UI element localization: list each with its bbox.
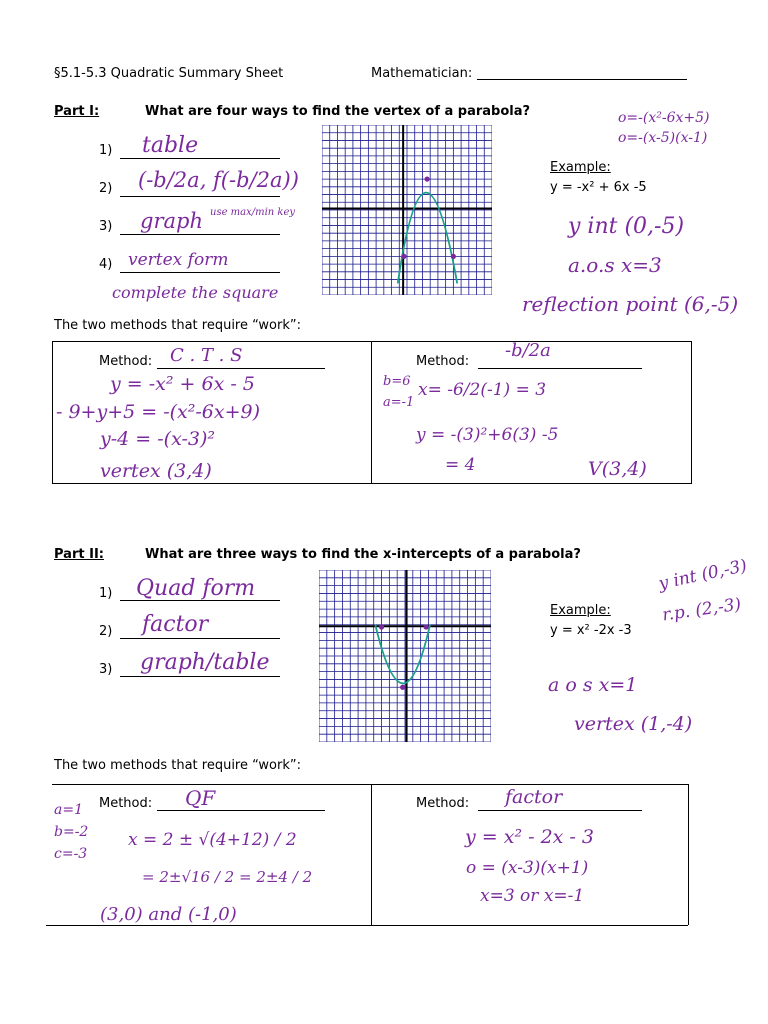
part1-graph (322, 125, 492, 295)
part1-method2-line-1: x= -6/2(-1) = 3 (418, 380, 547, 400)
part2-example-vertex: vertex (1,-4) (574, 713, 693, 735)
part2-method1-side-b: b=-2 (54, 824, 89, 840)
mathematician-blank[interactable] (477, 79, 687, 80)
part2-method1-blank[interactable] (157, 810, 325, 811)
part2-blank-2[interactable] (120, 638, 280, 639)
part2-example-equation: y = x² -2x -3 (550, 623, 632, 638)
part1-method2-blank[interactable] (478, 368, 642, 369)
part1-question: What are four ways to find the vertex of a parabola? (145, 104, 531, 119)
part2-method1-line-2: = 2±√16 / 2 = 2±4 / 2 (142, 868, 313, 886)
part1-example-label: Example: (550, 160, 611, 175)
plotted-point (424, 624, 429, 629)
part2-method1-side-c: c=-3 (54, 846, 88, 862)
part2-answer-2: factor (142, 612, 209, 637)
part1-side-note-1: o=-(x²-6x+5) (618, 110, 710, 126)
part1-method2-name: -b/2a (505, 340, 551, 361)
part2-method1-side-a: a=1 (54, 802, 83, 818)
part1-method2-label: Method: (416, 354, 470, 369)
part2-method2-name: factor (505, 786, 563, 808)
part1-answer-4-extra: complete the square (112, 283, 279, 302)
plotted-point (401, 254, 406, 259)
plotted-point (451, 254, 456, 259)
plotted-point (424, 176, 429, 181)
part2-method2-line-1: y = x² - 2x - 3 (465, 826, 594, 848)
mathematician-label: Mathematician: (371, 66, 473, 81)
part1-answer-2: (-b/2a, f(-b/2a)) (138, 168, 299, 192)
part1-method1-label: Method: (99, 354, 153, 369)
part1-label: Part I: (54, 104, 100, 119)
part2-method1-name: QF (185, 786, 216, 810)
part2-question: What are three ways to find the x-intercepts of a parabola? (145, 547, 581, 562)
part1-answer-4: vertex form (128, 250, 229, 270)
part1-method2-line-3: = 4 (445, 455, 476, 475)
part2-method1-label: Method: (99, 796, 153, 811)
part1-method1-line-3: y-4 = -(x-3)² (100, 428, 215, 450)
page-title: §5.1-5.3 Quadratic Summary Sheet (54, 66, 284, 81)
part1-blank-1[interactable] (120, 158, 280, 159)
part2-method2-label: Method: (416, 796, 470, 811)
part2-blank-3[interactable] (120, 676, 280, 677)
part1-method1-blank[interactable] (157, 368, 325, 369)
part2-answer-1: Quad form (136, 576, 256, 601)
part2-num-1: 1) (99, 586, 113, 601)
part1-method2-side-b: b=6 (383, 374, 411, 389)
part2-work-box-bottom (46, 925, 688, 926)
part1-num-4: 4) (99, 257, 113, 272)
part2-example-yint: y int (0,-3) (656, 555, 749, 595)
part1-example-yint: y int (0,-5) (568, 214, 685, 239)
part2-example-rp: r.p. (2,-3) (660, 594, 743, 626)
part1-num-3: 3) (99, 219, 113, 234)
part1-method1-line-2: - 9+y+5 = -(x²-6x+9) (56, 401, 261, 423)
part2-method2-line-3: x=3 or x=-1 (480, 886, 585, 906)
part1-answer-1: table (142, 133, 199, 158)
part1-example-aos: a.o.s x=3 (568, 253, 662, 277)
part2-graph (319, 570, 491, 742)
plotted-point (379, 624, 384, 629)
part1-num-1: 1) (99, 143, 113, 158)
part1-num-2: 2) (99, 181, 113, 196)
part1-example-reflection: reflection point (6,-5) (522, 292, 739, 316)
part2-example-aos: a o s x=1 (548, 674, 638, 696)
part1-answer-3-note: use max/min key (210, 207, 296, 218)
part2-method2-line-2: o = (x-3)(x+1) (466, 858, 589, 878)
part2-num-2: 2) (99, 624, 113, 639)
plotted-point (400, 685, 405, 690)
part2-method1-line-3: (3,0) and (-1,0) (100, 904, 237, 925)
parabola-curve (375, 625, 430, 684)
part1-blank-4[interactable] (120, 272, 280, 273)
part1-method1-line-1: y = -x² + 6x - 5 (110, 373, 255, 395)
part2-method1-line-1: x = 2 ± √(4+12) / 2 (128, 830, 297, 850)
part1-blank-2[interactable] (120, 196, 280, 197)
part2-work-divider (371, 784, 372, 926)
part1-side-note-2: o=-(x-5)(x-1) (618, 130, 708, 146)
part1-answer-3: graph (140, 209, 203, 233)
part1-method2-side-a: a=-1 (383, 395, 415, 410)
part1-method1-name: C . T . S (170, 345, 243, 366)
part1-method2-line-2: y = -(3)²+6(3) -5 (416, 425, 559, 445)
part1-work-label: The two methods that require “work”: (54, 318, 301, 333)
part1-method1-line-4: vertex (3,4) (100, 460, 212, 482)
part1-method2-line-4: V(3,4) (588, 458, 647, 480)
part1-blank-3[interactable] (120, 234, 280, 235)
part2-answer-3: graph/table (140, 650, 270, 675)
part2-example-label: Example: (550, 603, 611, 618)
part1-work-divider (371, 341, 372, 484)
part2-method2-blank[interactable] (478, 810, 642, 811)
part1-example-equation: y = -x² + 6x -5 (550, 180, 647, 195)
part2-num-3: 3) (99, 662, 113, 677)
part2-work-label: The two methods that require “work”: (54, 758, 301, 773)
part2-label: Part II: (54, 547, 104, 562)
